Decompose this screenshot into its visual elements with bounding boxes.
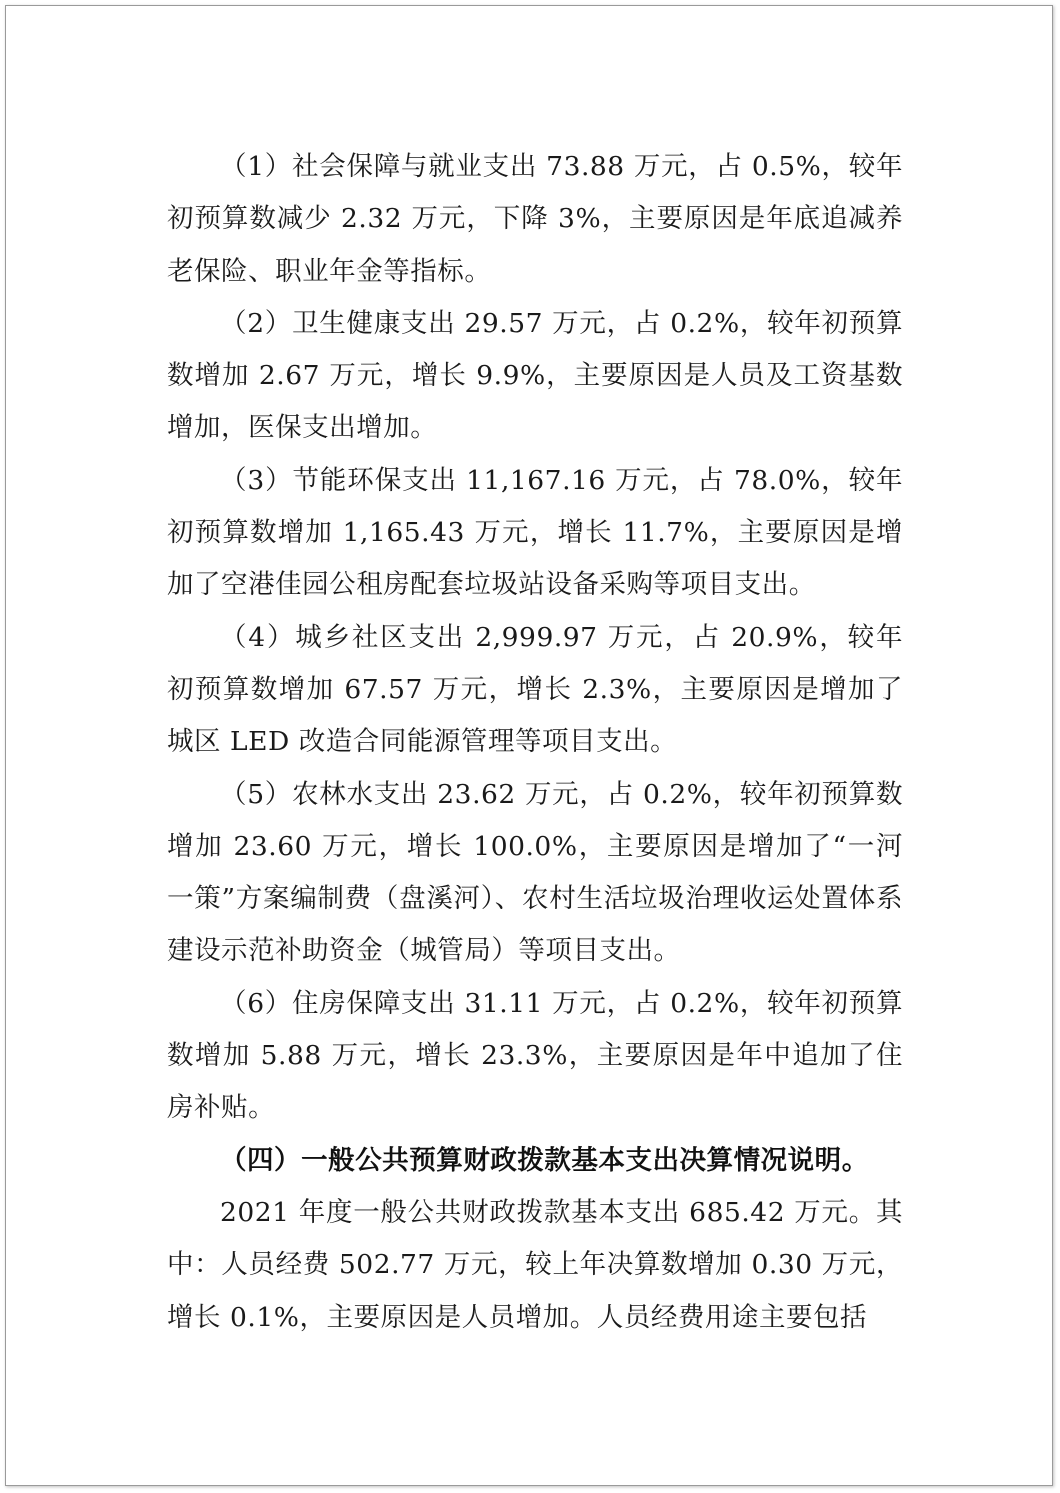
paragraph-urban-rural: （4）城乡社区支出 2,999.97 万元，占 20.9%，较年初预算数增加 67.57 万元，增长 2.3%，主要原因是增加了城区 LED 改造合同能源管理等项目支出。 xyxy=(167,621,903,758)
section-heading: （四）一般公共预算财政拨款基本支出决算情况说明。 xyxy=(220,1144,869,1176)
document-page xyxy=(5,5,1053,1486)
paragraph-energy-environment: （3）节能环保支出 11,167.16 万元，占 78.0%，较年初预算数增加 1,165.43 万元，增长 11.7%，主要原因是增加了空港佳园公租房配套垃圾站设备采购等项目支出。 xyxy=(167,464,903,601)
paragraph-social-security: （1）社会保障与就业支出 73.88 万元，占 0.5%，较年初预算数减少 2.32 万元，下降 3%，主要原因是年底追减养老保险、职业年金等指标。 xyxy=(167,151,903,287)
paragraph-health: （2）卫生健康支出 29.57 万元，占 0.2%，较年初预算数增加 2.67 万元，增长 9.9%，主要原因是人员及工资基数增加，医保支出增加。 xyxy=(167,307,903,444)
paragraph-basic-expenditure: 2021 年度一般公共财政拨款基本支出 685.42 万元。其中：人员经费 502.77 万元，较上年决算数增加 0.30 万元，增长 0.1%，主要原因是人员增加。人员经费用途主要包括 xyxy=(167,1196,903,1333)
paragraph-agriculture: （5）农林水支出 23.62 万元，占 0.2%，较年初预算数增加 23.60 万元，增长 100.0%，主要原因是增加了“一河一策”方案编制费（盘溪河）、农村生活垃圾治理收运处置体系建设示范补助资金（城管局）等项目支出。 xyxy=(167,778,903,967)
document-body xyxy=(167,141,903,1344)
paragraph-housing: （6）住房保障支出 31.11 万元，占 0.2%，较年初预算数增加 5.88 万元，增长 23.3%，主要原因是年中追加了住房补贴。 xyxy=(167,987,903,1124)
